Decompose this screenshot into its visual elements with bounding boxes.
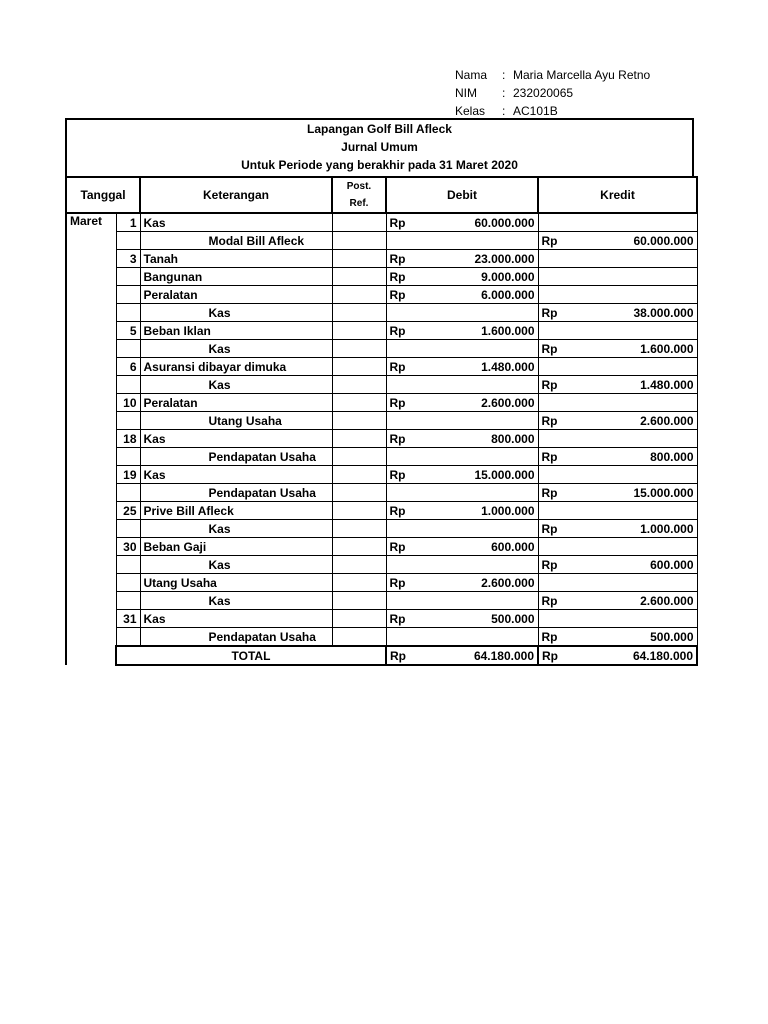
day-cell [116, 592, 140, 610]
day-cell [116, 286, 140, 304]
description-cell: Modal Bill Afleck [140, 232, 332, 250]
day-cell: 18 [116, 430, 140, 448]
credit-amount: 2.600.000 [640, 413, 694, 428]
total-debit-currency: Rp [390, 648, 406, 663]
day-cell: 6 [116, 358, 140, 376]
total-row [66, 646, 697, 665]
journal-row [66, 268, 697, 286]
debit-cell [386, 322, 538, 340]
journal-row [66, 484, 697, 502]
credit-cell [538, 322, 697, 340]
day-cell [116, 412, 140, 430]
debit-amount: 500.000 [491, 611, 535, 626]
col-header-date: Tanggal [66, 177, 140, 213]
company-name: Lapangan Golf Bill Afleck [307, 122, 452, 136]
description-cell: Kas [140, 520, 332, 538]
debit-amount: 60.000.000 [474, 215, 535, 230]
description-cell: Beban Iklan [140, 322, 332, 340]
post-ref-cell [332, 322, 386, 340]
credit-currency: Rp [541, 341, 558, 356]
post-ref-cell [332, 502, 386, 520]
post-ref-cell [332, 466, 386, 484]
credit-amount: 60.000.000 [633, 233, 694, 248]
debit-amount: 23.000.000 [474, 251, 535, 266]
class-label: Kelas [455, 104, 486, 118]
credit-currency: Rp [541, 593, 558, 608]
col-header-ref-line2: Ref. [349, 198, 369, 209]
name-colon: : [502, 68, 506, 82]
student-info [455, 66, 650, 120]
day-cell [116, 376, 140, 394]
total-credit-currency: Rp [542, 648, 558, 663]
credit-cell [538, 574, 697, 592]
post-ref-cell [332, 232, 386, 250]
total-credit-cell [538, 646, 697, 665]
col-header-desc: Keterangan [140, 177, 332, 213]
post-ref-cell [332, 213, 386, 232]
credit-amount: 15.000.000 [633, 485, 694, 500]
credit-cell [538, 538, 697, 556]
journal-row [66, 412, 697, 430]
credit-currency: Rp [541, 629, 558, 644]
debit-currency: Rp [389, 251, 406, 266]
journal-row [66, 213, 697, 232]
debit-cell [386, 268, 538, 286]
journal-row [66, 574, 697, 592]
credit-cell [538, 466, 697, 484]
description-cell: Bangunan [140, 268, 332, 286]
post-ref-cell [332, 574, 386, 592]
debit-amount: 1.000.000 [481, 503, 535, 518]
post-ref-cell [332, 520, 386, 538]
debit-cell [386, 448, 538, 466]
debit-cell [386, 574, 538, 592]
debit-cell [386, 610, 538, 628]
table-header-row [66, 177, 697, 213]
day-cell [116, 520, 140, 538]
description-cell: Utang Usaha [140, 574, 332, 592]
debit-amount: 1.480.000 [481, 359, 535, 374]
debit-cell [386, 340, 538, 358]
credit-currency: Rp [541, 521, 558, 536]
journal-row [66, 610, 697, 628]
credit-cell [538, 412, 697, 430]
debit-cell [386, 232, 538, 250]
journal-row [66, 358, 697, 376]
journal-sheet [65, 118, 694, 666]
post-ref-cell [332, 286, 386, 304]
credit-amount: 2.600.000 [640, 593, 694, 608]
class-value: AC101B [513, 104, 558, 118]
journal-row [66, 286, 697, 304]
debit-amount: 15.000.000 [474, 467, 535, 482]
debit-currency: Rp [389, 359, 406, 374]
nim-value: 232020065 [513, 86, 574, 100]
day-cell: 31 [116, 610, 140, 628]
credit-cell [538, 286, 697, 304]
journal-row [66, 628, 697, 647]
post-ref-cell [332, 484, 386, 502]
student-nim-row [455, 84, 650, 102]
credit-amount: 1.000.000 [640, 521, 694, 536]
post-ref-cell [332, 592, 386, 610]
description-cell: Peralatan [140, 394, 332, 412]
credit-cell [538, 376, 697, 394]
nim-label: NIM [455, 86, 477, 100]
post-ref-cell [332, 412, 386, 430]
day-cell: 25 [116, 502, 140, 520]
day-cell [116, 556, 140, 574]
credit-amount: 1.600.000 [640, 341, 694, 356]
description-cell: Kas [140, 213, 332, 232]
description-cell: Kas [140, 376, 332, 394]
post-ref-cell [332, 556, 386, 574]
document-title: Jurnal Umum [341, 140, 418, 154]
total-label: TOTAL [116, 646, 386, 665]
description-cell: Pendapatan Usaha [140, 448, 332, 466]
post-ref-cell [332, 394, 386, 412]
class-colon: : [502, 104, 506, 118]
credit-cell [538, 304, 697, 322]
credit-currency: Rp [541, 485, 558, 500]
debit-currency: Rp [389, 467, 406, 482]
day-cell [116, 628, 140, 647]
credit-cell [538, 394, 697, 412]
journal-row [66, 448, 697, 466]
credit-amount: 1.480.000 [640, 377, 694, 392]
credit-cell [538, 556, 697, 574]
day-cell: 5 [116, 322, 140, 340]
journal-row [66, 322, 697, 340]
debit-cell [386, 394, 538, 412]
debit-amount: 9.000.000 [481, 269, 535, 284]
day-cell: 10 [116, 394, 140, 412]
post-ref-cell [332, 268, 386, 286]
debit-cell [386, 412, 538, 430]
credit-cell [538, 592, 697, 610]
credit-amount: 38.000.000 [633, 305, 694, 320]
description-cell: Kas [140, 340, 332, 358]
journal-header [65, 118, 694, 176]
post-ref-cell [332, 304, 386, 322]
credit-cell [538, 268, 697, 286]
debit-currency: Rp [389, 611, 406, 626]
post-ref-cell [332, 628, 386, 647]
debit-amount: 600.000 [491, 539, 535, 554]
description-cell: Pendapatan Usaha [140, 484, 332, 502]
journal-body [66, 213, 697, 665]
month-cell: Maret [66, 213, 116, 665]
journal-row [66, 430, 697, 448]
journal-row [66, 466, 697, 484]
debit-currency: Rp [389, 323, 406, 338]
debit-amount: 1.600.000 [481, 323, 535, 338]
debit-currency: Rp [389, 287, 406, 302]
col-header-ref [332, 177, 386, 213]
credit-amount: 500.000 [650, 629, 694, 644]
description-cell: Kas [140, 610, 332, 628]
description-cell: Beban Gaji [140, 538, 332, 556]
credit-cell [538, 213, 697, 232]
journal-row [66, 502, 697, 520]
description-cell: Kas [140, 466, 332, 484]
day-cell: 1 [116, 213, 140, 232]
journal-row [66, 592, 697, 610]
total-credit-amount: 64.180.000 [632, 648, 693, 663]
credit-cell [538, 250, 697, 268]
credit-currency: Rp [541, 449, 558, 464]
debit-cell [386, 466, 538, 484]
post-ref-cell [332, 340, 386, 358]
debit-cell [386, 520, 538, 538]
debit-currency: Rp [389, 395, 406, 410]
credit-cell [538, 358, 697, 376]
day-cell: 3 [116, 250, 140, 268]
credit-cell [538, 628, 697, 647]
journal-row [66, 232, 697, 250]
col-header-ref-line1: Post. [346, 181, 372, 192]
journal-row [66, 394, 697, 412]
debit-cell [386, 430, 538, 448]
day-cell [116, 304, 140, 322]
description-cell: Kas [140, 304, 332, 322]
journal-row [66, 556, 697, 574]
journal-row [66, 538, 697, 556]
debit-currency: Rp [389, 431, 406, 446]
credit-currency: Rp [541, 557, 558, 572]
total-debit-cell [386, 646, 538, 665]
day-cell: 19 [116, 466, 140, 484]
debit-cell [386, 213, 538, 232]
credit-currency: Rp [541, 413, 558, 428]
post-ref-cell [332, 448, 386, 466]
day-cell [116, 232, 140, 250]
debit-cell [386, 592, 538, 610]
day-cell [116, 268, 140, 286]
total-debit-amount: 64.180.000 [473, 648, 534, 663]
debit-currency: Rp [389, 215, 406, 230]
debit-currency: Rp [389, 269, 406, 284]
credit-cell [538, 232, 697, 250]
post-ref-cell [332, 538, 386, 556]
debit-amount: 2.600.000 [481, 395, 535, 410]
name-value: Maria Marcella Ayu Retno [513, 68, 651, 82]
description-cell: Asuransi dibayar dimuka [140, 358, 332, 376]
debit-cell [386, 286, 538, 304]
post-ref-cell [332, 376, 386, 394]
journal-table [65, 176, 698, 666]
day-cell [116, 484, 140, 502]
credit-currency: Rp [541, 377, 558, 392]
debit-cell [386, 250, 538, 268]
name-label: Nama [455, 68, 488, 82]
credit-cell [538, 484, 697, 502]
description-cell: Utang Usaha [140, 412, 332, 430]
credit-cell [538, 430, 697, 448]
debit-cell [386, 556, 538, 574]
debit-amount: 800.000 [491, 431, 535, 446]
description-cell: Pendapatan Usaha [140, 628, 332, 647]
credit-cell [538, 448, 697, 466]
debit-cell [386, 538, 538, 556]
credit-amount: 800.000 [650, 449, 694, 464]
debit-cell [386, 304, 538, 322]
description-cell: Tanah [140, 250, 332, 268]
post-ref-cell [332, 610, 386, 628]
col-header-credit: Kredit [538, 177, 697, 213]
journal-row [66, 340, 697, 358]
post-ref-cell [332, 250, 386, 268]
debit-currency: Rp [389, 503, 406, 518]
credit-cell [538, 340, 697, 358]
debit-cell [386, 628, 538, 647]
credit-currency: Rp [541, 305, 558, 320]
credit-currency: Rp [541, 233, 558, 248]
debit-amount: 2.600.000 [481, 575, 535, 590]
day-cell [116, 574, 140, 592]
description-cell: Kas [140, 556, 332, 574]
journal-row [66, 250, 697, 268]
day-cell [116, 448, 140, 466]
description-cell: Peralatan [140, 286, 332, 304]
period-text: Untuk Periode yang berakhir pada 31 Maret 2020 [241, 158, 518, 172]
day-cell [116, 340, 140, 358]
student-name-row [455, 66, 650, 84]
credit-amount: 600.000 [650, 557, 694, 572]
col-header-debit: Debit [386, 177, 538, 213]
debit-cell [386, 376, 538, 394]
description-cell: Prive Bill Afleck [140, 502, 332, 520]
credit-cell [538, 502, 697, 520]
credit-cell [538, 610, 697, 628]
debit-cell [386, 358, 538, 376]
journal-row [66, 304, 697, 322]
debit-cell [386, 484, 538, 502]
credit-cell [538, 520, 697, 538]
debit-currency: Rp [389, 575, 406, 590]
debit-amount: 6.000.000 [481, 287, 535, 302]
description-cell: Kas [140, 430, 332, 448]
nim-colon: : [502, 86, 506, 100]
description-cell: Kas [140, 592, 332, 610]
day-cell: 30 [116, 538, 140, 556]
post-ref-cell [332, 358, 386, 376]
journal-row [66, 520, 697, 538]
debit-currency: Rp [389, 539, 406, 554]
post-ref-cell [332, 430, 386, 448]
debit-cell [386, 502, 538, 520]
journal-row [66, 376, 697, 394]
